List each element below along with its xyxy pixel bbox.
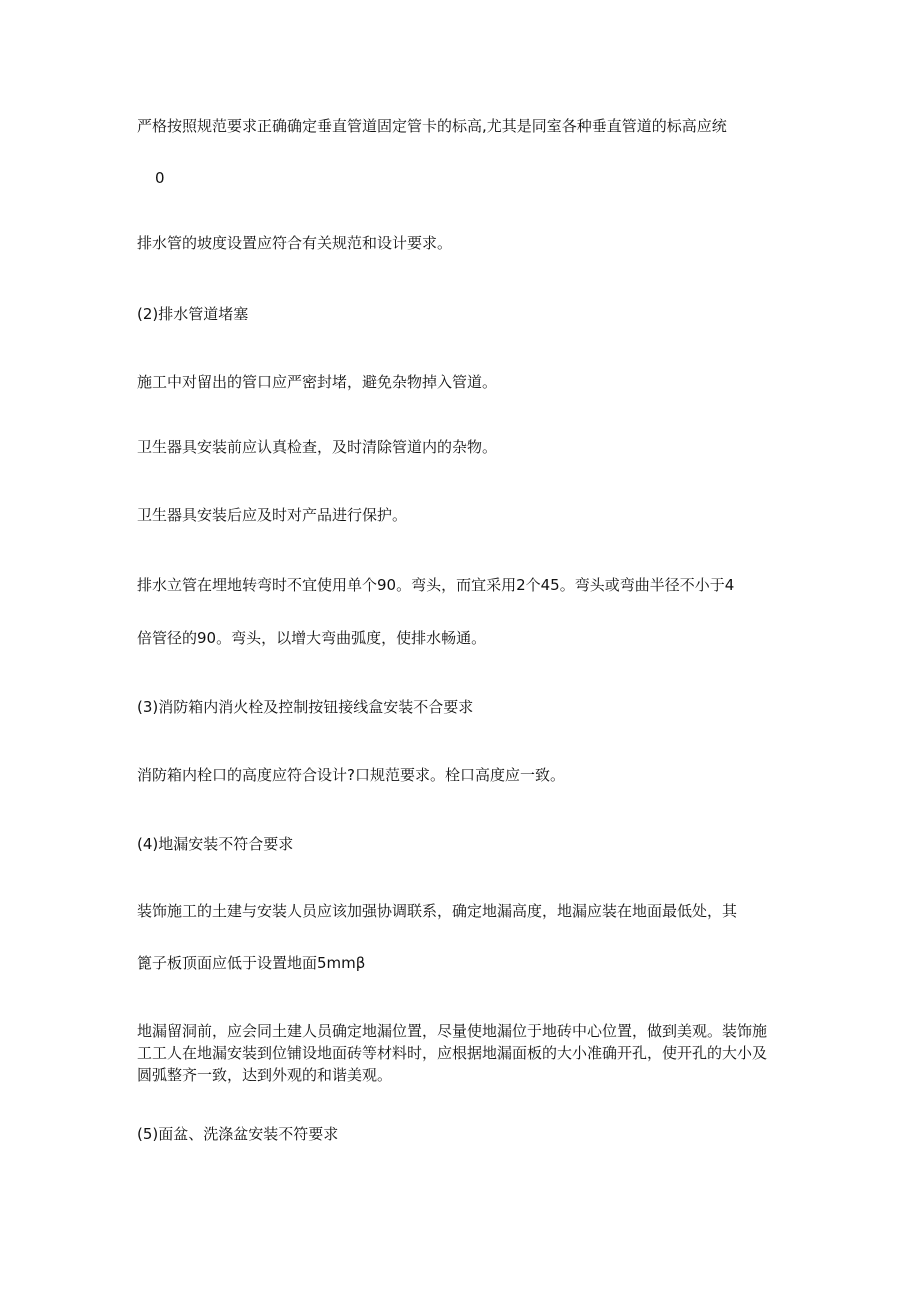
paragraph-floor-drain: 地漏留洞前，应会同土建人员确定地漏位置，尽量使地漏位于地砖中心位置，做到美观。装饰施工工人在地漏安装到位铺设地面砖等材料时，应根据地漏面板的大小准确开孔，使开孔的大小及圆弧整齐一致，达到外观的和谐美观。 <box>137 1022 768 1084</box>
text-line-1: 严格按照规范要求正确确定垂直管道固定管卡的标高,尤其是同室各种垂直管道的标高应统 <box>137 117 727 135</box>
text-line-3: 排水管的坡度设置应符合有关规范和设计要求。 <box>137 234 453 252</box>
text-line-8: 排水立管在埋地转弯时不宜使用单个90。弯头，而宜采用2个45。弯头或弯曲半径不小于4 <box>137 576 735 594</box>
text-line-13: 装饰施工的土建与安装人员应该加强协调联系，确定地漏高度，地漏应装在地面最低处，其 <box>137 902 738 920</box>
text-line-6: 卫生器具安装前应认真检查，及时清除管道内的杂物。 <box>137 438 498 456</box>
section-heading-4: (4)地漏安装不符合要求 <box>137 835 294 853</box>
section-heading-2: (2)排水管道堵塞 <box>137 305 249 323</box>
text-line-11: 消防箱内栓口的高度应符合设计?口规范要求。栓口高度应一致。 <box>137 766 565 784</box>
text-line-14: 篦子板顶面应低于设置地面5mmβ <box>137 954 366 972</box>
section-heading-3: (3)消防箱内消火栓及控制按钮接线盒安装不合要求 <box>137 698 474 716</box>
text-line-2: 0 <box>155 169 165 187</box>
text-line-5: 施工中对留出的管口应严密封堵，避免杂物掉入管道。 <box>137 373 498 391</box>
text-line-7: 卫生器具安装后应及时对产品进行保护。 <box>137 506 408 524</box>
text-line-9: 倍管径的90。弯头，以增大弯曲弧度，使排水畅通。 <box>137 629 487 647</box>
section-heading-5: (5)面盆、洗涤盆安装不符要求 <box>137 1125 339 1143</box>
